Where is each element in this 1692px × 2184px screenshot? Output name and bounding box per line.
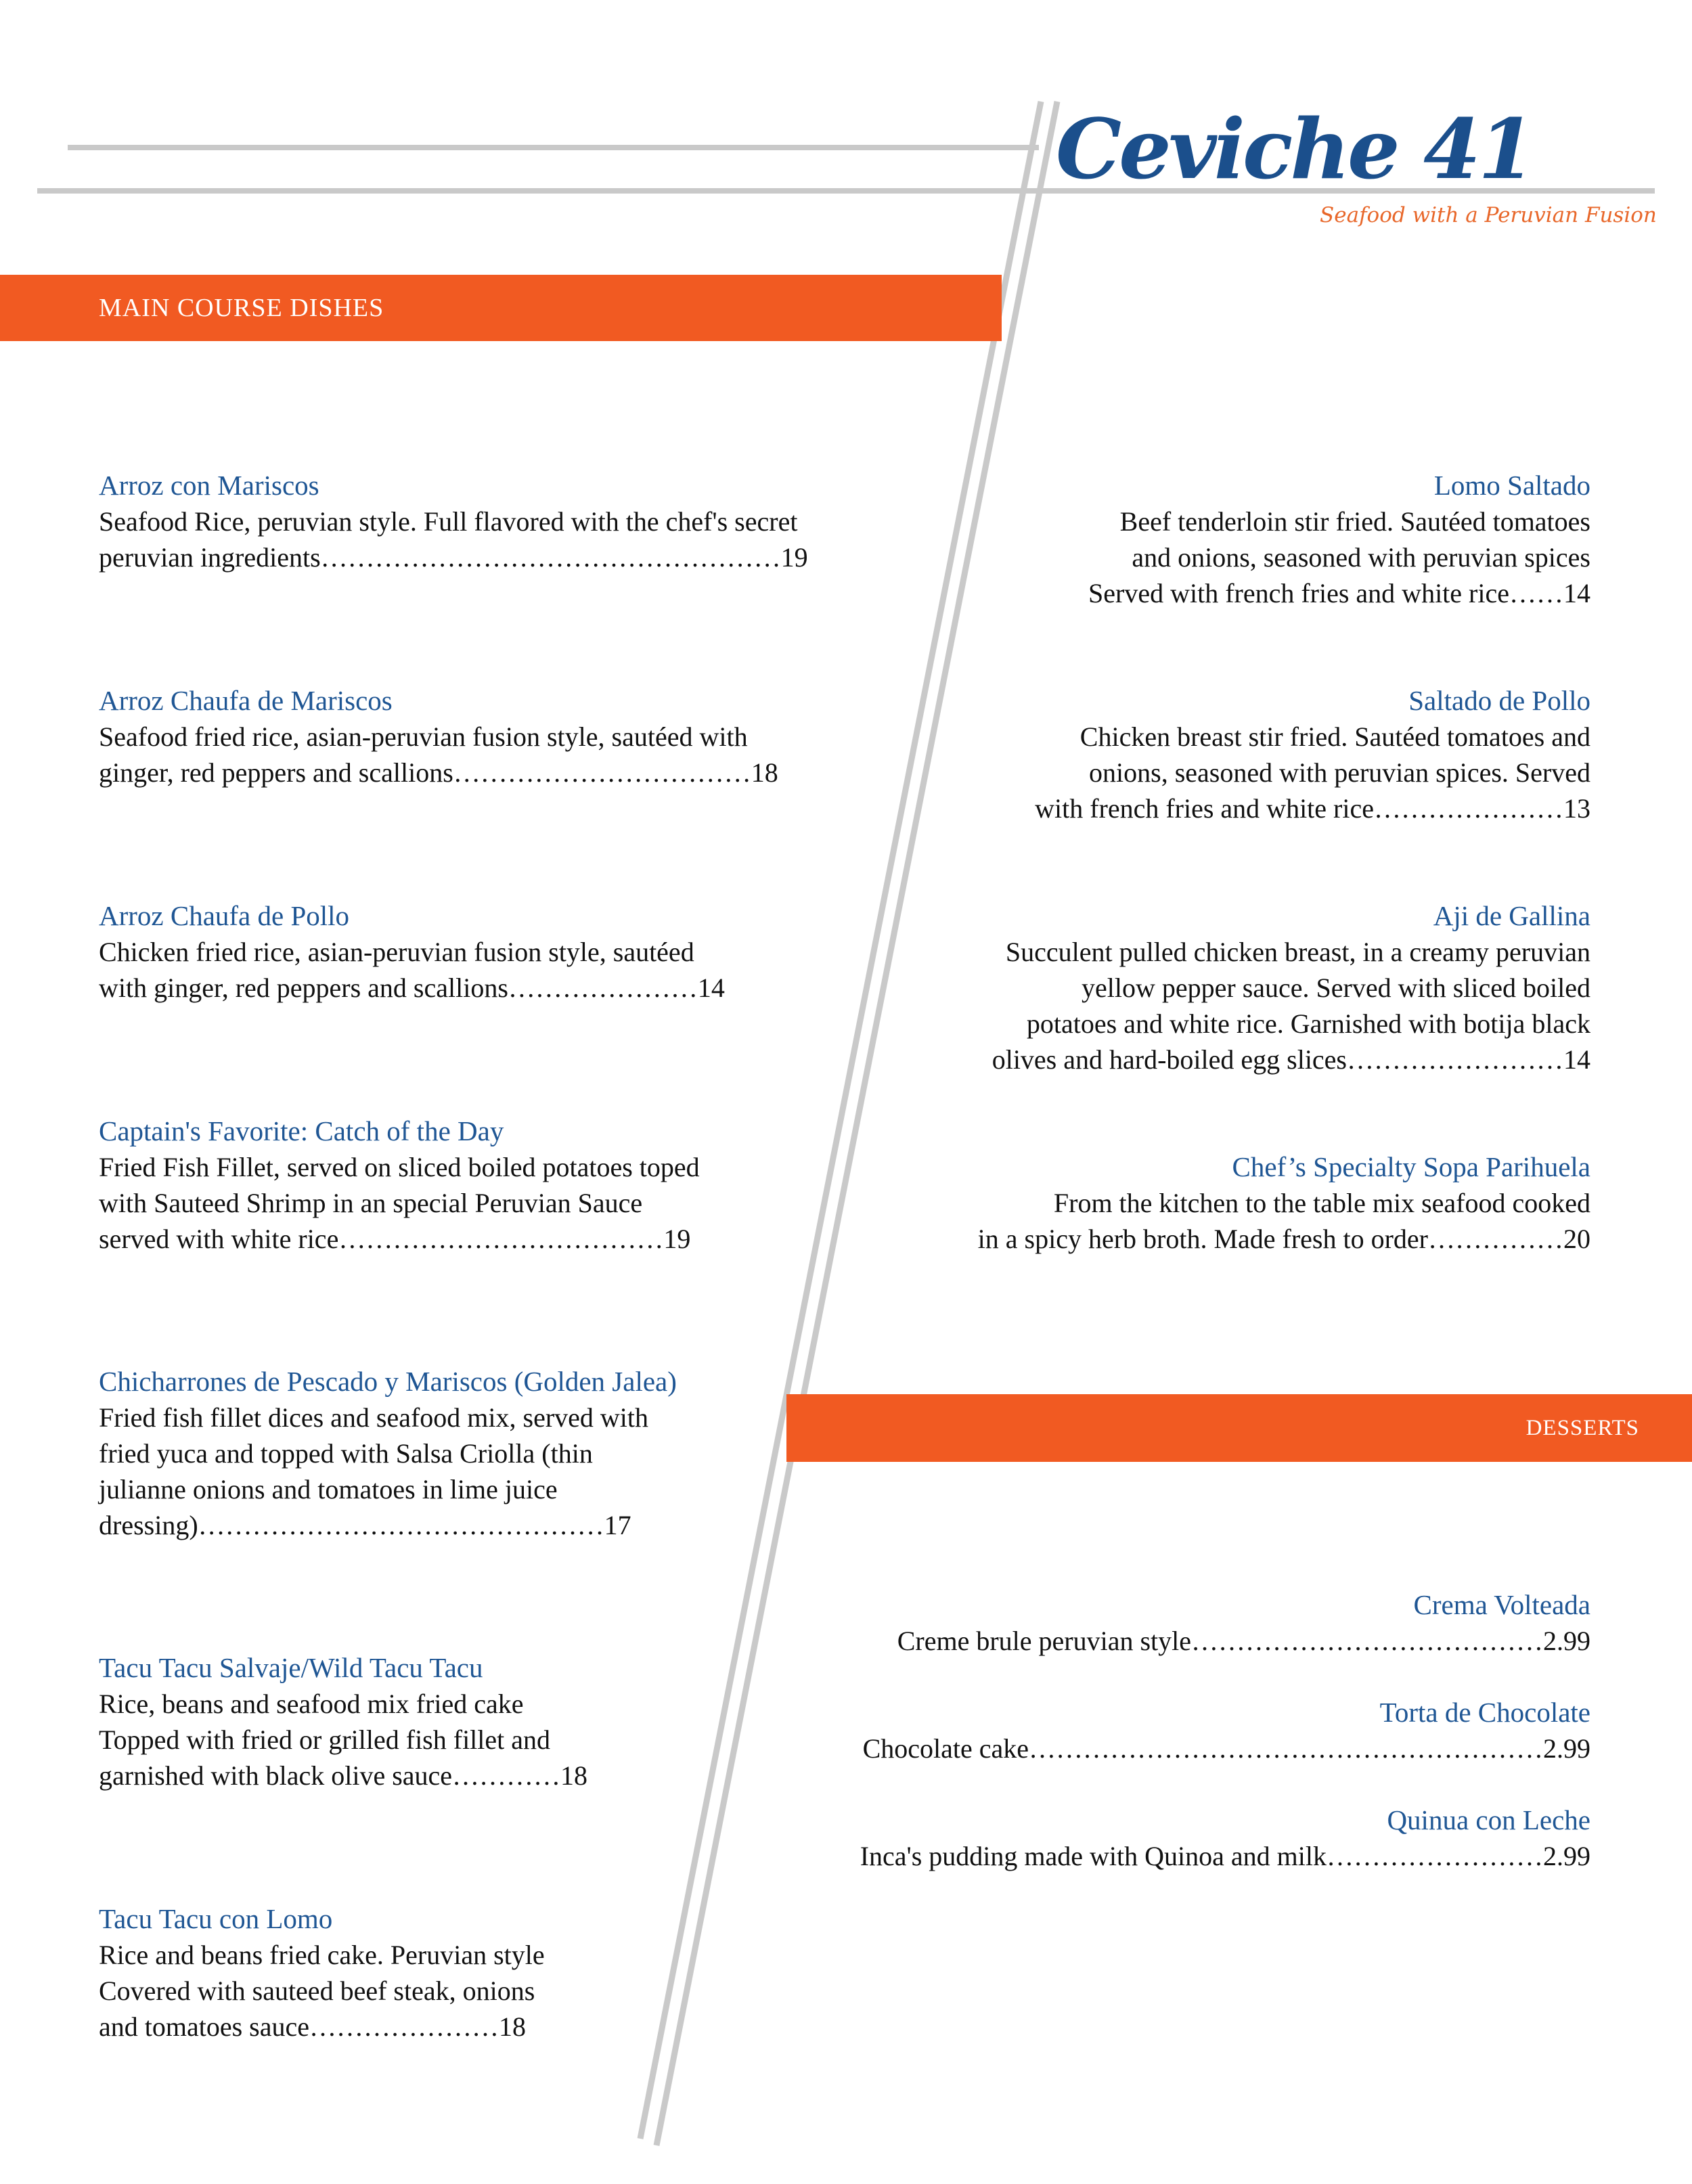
dish-description-line: peruvian ingredients……………………………………………19 — [99, 542, 808, 573]
menu-item — [978, 1149, 1590, 1257]
dish-description-line: Topped with fried or grilled fish fillet and — [99, 1724, 551, 1755]
dessert-item — [897, 1586, 1590, 1659]
menu-item — [99, 1363, 677, 1543]
dish-description-line: with Sauteed Shrimp in an special Peruvian Sauce — [99, 1188, 643, 1218]
dessert-description-line: Inca's pudding made with Quinoa and milk……………………2.99 — [860, 1841, 1590, 1871]
dish-description-line: served with white rice………………………………19 — [99, 1224, 691, 1254]
dish-name: Tacu Tacu con Lomo — [99, 1903, 333, 1934]
dish-description-line: julianne onions and tomatoes in lime juice — [99, 1474, 558, 1505]
dish-description-line: ginger, red peppers and scallions……………………………18 — [99, 757, 778, 788]
dish-description-line: Chicken fried rice, asian-peruvian fusion style, sautéed — [99, 937, 694, 967]
dessert-name: Crema Volteada — [1413, 1589, 1590, 1620]
dish-description-line: Served with french fries and white rice……14 — [1088, 578, 1590, 608]
dessert-name: Quinua con Leche — [1387, 1804, 1590, 1835]
dish-name: Arroz con Mariscos — [99, 470, 319, 501]
dish-name: Lomo Saltado — [1433, 470, 1590, 501]
dish-name: Chicharrones de Pescado y Mariscos (Golden Jalea) — [99, 1366, 677, 1397]
brand-logo: Ceviche 41 — [1056, 100, 1533, 198]
dish-description-line: and tomatoes sauce…………………18 — [99, 2011, 526, 2042]
menu-item — [99, 1900, 545, 2045]
dish-name: Saltado de Pollo — [1408, 685, 1590, 716]
dish-description-line: Beef tenderloin stir fried. Sautéed tomatoes — [1119, 506, 1590, 537]
menu-item — [99, 1649, 587, 1793]
dish-description-line: Fried Fish Fillet, served on sliced boiled potatoes toped — [99, 1152, 700, 1182]
dish-description-line: potatoes and white rice. Garnished with botija black — [1026, 1008, 1590, 1039]
dish-description-line: olives and hard-boiled egg slices……………………14 — [992, 1044, 1590, 1075]
menu-item — [99, 1113, 700, 1257]
dish-description-line: Seafood fried rice, asian-peruvian fusion style, sautéed with — [99, 721, 748, 752]
menu-item — [99, 897, 725, 1006]
dish-name: Chef’s Specialty Sopa Parihuela — [1232, 1151, 1590, 1182]
dish-name: Arroz Chaufa de Mariscos — [99, 685, 393, 716]
dish-description-line: From the kitchen to the table mix seafood cooked — [1053, 1188, 1590, 1218]
dish-name: Captain's Favorite: Catch of the Day — [99, 1115, 504, 1146]
dish-description-line: Fried fish fillet dices and seafood mix, served with — [99, 1402, 649, 1433]
dish-description-line: yellow pepper sauce. Served with sliced boiled — [1082, 973, 1590, 1003]
dish-name: Arroz Chaufa de Pollo — [99, 900, 350, 931]
dish-description-line: onions, seasoned with peruvian spices. Served — [1089, 757, 1590, 788]
dish-description-line: with ginger, red peppers and scallions…………………14 — [99, 973, 725, 1003]
dish-description-line: fried yuca and topped with Salsa Criolla (thin — [99, 1438, 593, 1469]
dish-description-line: garnished with black olive sauce…………18 — [99, 1760, 588, 1791]
dish-description-line: with french fries and white rice…………………13 — [1035, 793, 1590, 824]
dessert-description-line: Creme brule peruvian style…………………………………2.99 — [897, 1626, 1590, 1656]
dish-description-line: dressing)………………………………………17 — [99, 1510, 631, 1540]
dish-description-line: Rice and beans fried cake. Peruvian style — [99, 1940, 545, 1970]
main-course-banner: MAIN COURSE DISHES — [0, 275, 1002, 341]
dish-description-line: Covered with sauteed beef steak, onions — [99, 1976, 535, 2006]
desserts-banner: DESSERTS — [786, 1394, 1692, 1462]
dish-description-line: in a spicy herb broth. Made fresh to order……………20 — [977, 1224, 1590, 1254]
dessert-item — [863, 1694, 1590, 1766]
menu-item — [99, 467, 808, 575]
dish-description-line: and onions, seasoned with peruvian spices — [1132, 542, 1590, 573]
dessert-name: Torta de Chocolate — [1379, 1697, 1590, 1728]
dish-description-line: Succulent pulled chicken breast, in a creamy peruvian — [1005, 937, 1590, 967]
brand-tagline: Seafood with a Peruvian Fusion — [1320, 203, 1657, 227]
menu-item — [1035, 682, 1590, 826]
dish-description-line: Seafood Rice, peruvian style. Full flavored with the chef's secret — [99, 506, 798, 537]
menu-item — [1088, 467, 1590, 611]
dish-description-line: Chicken breast stir fried. Sautéed tomatoes and — [1079, 721, 1590, 752]
dish-name: Tacu Tacu Salvaje/Wild Tacu Tacu — [99, 1652, 483, 1683]
dessert-description-line: Chocolate cake…………………………………………………2.99 — [862, 1733, 1590, 1764]
dish-description-line: Rice, beans and seafood mix fried cake — [99, 1689, 524, 1719]
dish-name: Aji de Gallina — [1433, 900, 1590, 931]
dessert-item — [860, 1802, 1590, 1874]
menu-item — [99, 682, 778, 790]
menu-item — [992, 897, 1590, 1077]
